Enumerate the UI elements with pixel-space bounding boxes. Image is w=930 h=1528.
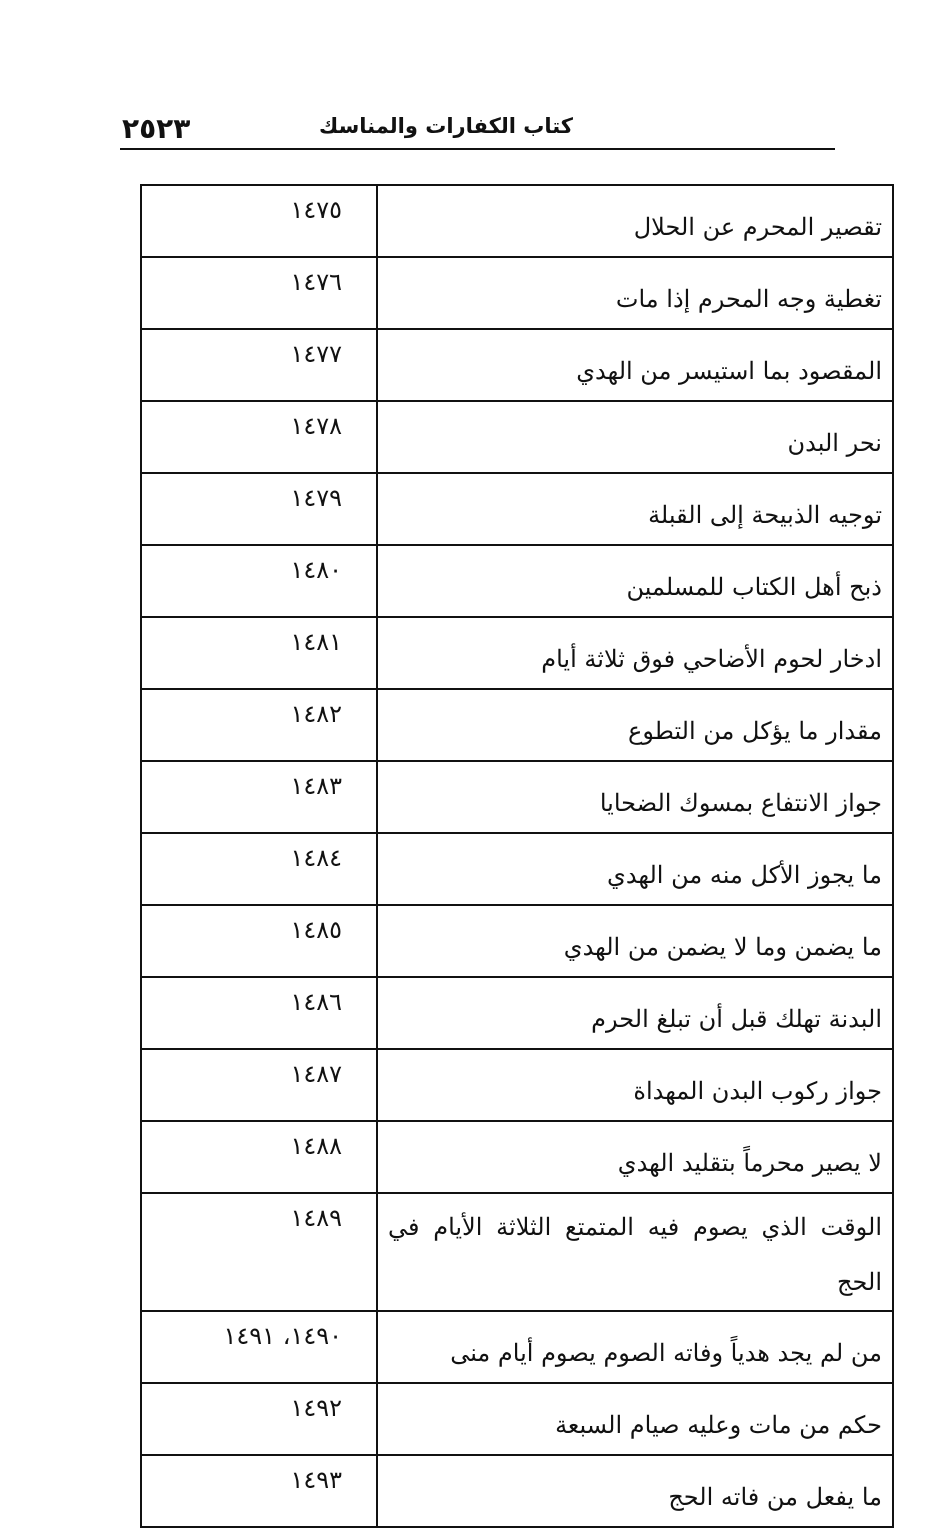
topic-cell: لا يصير محرماً بتقليد الهدي (377, 1121, 893, 1193)
page-header (120, 108, 835, 150)
number-cell: ١٤٨٩ (141, 1193, 377, 1311)
number-cell: ١٤٧٥ (141, 185, 377, 257)
number-cell: ١٤٨٣ (141, 761, 377, 833)
topic-cell: المقصود بما استيسر من الهدي (377, 329, 893, 401)
table-row (141, 329, 893, 401)
topic-cell: ما يضمن وما لا يضمن من الهدي (377, 905, 893, 977)
topic-cell: تقصير المحرم عن الحلال (377, 185, 893, 257)
table-row (141, 905, 893, 977)
table-row (141, 545, 893, 617)
table-row (141, 761, 893, 833)
topic-cell: من لم يجد هدياً وفاته الصوم يصوم أيام منى (377, 1311, 893, 1383)
table-row (141, 1455, 893, 1527)
number-cell: ١٤٨١ (141, 617, 377, 689)
number-cell: ١٤٧٦ (141, 257, 377, 329)
table-row (141, 617, 893, 689)
table-row (141, 1193, 893, 1311)
header-rule (120, 148, 835, 150)
table-row (141, 833, 893, 905)
topic-cell: توجيه الذبيحة إلى القبلة (377, 473, 893, 545)
number-cell: ١٤٧٩ (141, 473, 377, 545)
table-row (141, 977, 893, 1049)
topic-cell: ادخار لحوم الأضاحي فوق ثلاثة أيام (377, 617, 893, 689)
number-cell: ١٤٨٠ (141, 545, 377, 617)
table-row (141, 1311, 893, 1383)
page-number: ٢٥٢٣ (122, 112, 191, 145)
index-table (140, 184, 894, 1528)
table-row (141, 1049, 893, 1121)
table-row (141, 689, 893, 761)
number-cell: ١٤٨٦ (141, 977, 377, 1049)
table-row (141, 473, 893, 545)
topic-cell: تغطية وجه المحرم إذا مات (377, 257, 893, 329)
topic-cell: ذبح أهل الكتاب للمسلمين (377, 545, 893, 617)
number-cell: ١٤٩٣ (141, 1455, 377, 1527)
book-title: كتاب الكفارات والمناسك (319, 114, 573, 138)
table-row (141, 257, 893, 329)
topic-cell: جواز ركوب البدن المهداة (377, 1049, 893, 1121)
number-cell: ١٤٨٨ (141, 1121, 377, 1193)
topic-cell: جواز الانتفاع بمسوك الضحايا (377, 761, 893, 833)
table-row (141, 1383, 893, 1455)
table-row (141, 185, 893, 257)
number-cell: ١٤٨٤ (141, 833, 377, 905)
number-cell: ١٤٧٨ (141, 401, 377, 473)
topic-cell: البدنة تهلك قبل أن تبلغ الحرم (377, 977, 893, 1049)
number-cell: ١٤٨٥ (141, 905, 377, 977)
number-cell: ١٤٩٠، ١٤٩١ (141, 1311, 377, 1383)
number-cell: ١٤٨٧ (141, 1049, 377, 1121)
number-cell: ١٤٩٢ (141, 1383, 377, 1455)
number-cell: ١٤٨٢ (141, 689, 377, 761)
topic-cell: الوقت الذي يصوم فيه المتمتع الثلاثة الأيام في الحج (377, 1193, 893, 1311)
table-row (141, 401, 893, 473)
number-cell: ١٤٧٧ (141, 329, 377, 401)
topic-cell: ما يجوز الأكل منه من الهدي (377, 833, 893, 905)
table-row (141, 1121, 893, 1193)
topic-cell: ما يفعل من فاته الحج (377, 1455, 893, 1527)
topic-cell: مقدار ما يؤكل من التطوع (377, 689, 893, 761)
topic-cell: نحر البدن (377, 401, 893, 473)
topic-cell: حكم من مات وعليه صيام السبعة (377, 1383, 893, 1455)
